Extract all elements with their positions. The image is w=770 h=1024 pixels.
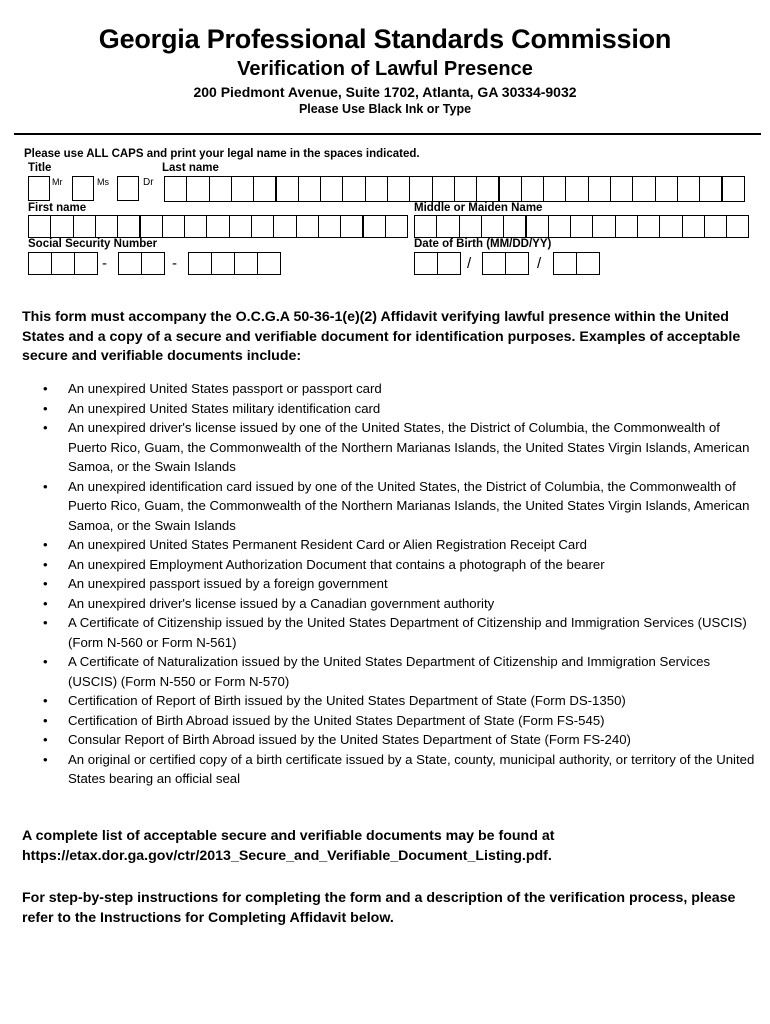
ssn-digit-box[interactable] [211, 252, 235, 275]
ssn-digit-box[interactable] [51, 252, 75, 275]
middle-name-char-box[interactable] [726, 215, 749, 238]
list-item: • An unexpired identification card issued by one of the United States, the District of Columbia, the Commonwealth of Puerto Rico, Guam, the Commonwealth of the Northern Marianas Islands, the United States Virgin Islands, American Samoa, or the Swain Islands [43, 478, 750, 533]
document-listing-note: A complete list of acceptable secure and verifiable documents may be found at https://etax.dor.ga.gov/ctr/2013_Secure_and_Verifiable_Document_Listing.pdf. [22, 828, 555, 864]
ssn-label: Social Security Number [28, 238, 158, 250]
last-name-char-box[interactable] [655, 176, 678, 202]
ssn-digit-box[interactable] [234, 252, 258, 275]
first-name-char-box[interactable] [184, 215, 207, 238]
dob-digit-box[interactable] [482, 252, 506, 275]
last-name-char-box[interactable] [432, 176, 455, 202]
last-name-char-box[interactable] [565, 176, 588, 202]
first-name-char-box[interactable] [95, 215, 118, 238]
dob-label: Date of Birth (MM/DD/YY) [414, 238, 552, 250]
last-name-char-box[interactable] [209, 176, 232, 202]
list-item: • An unexpired driver's license issued by one of the United States, the District of Columbia, the Commonwealth of Puerto Rico, Guam, the Commonwealth of the Northern Marianas Islands, the United States Virgin Islands, American Samoa, or the Swain Islands [43, 420, 750, 474]
dob-digit-box[interactable] [505, 252, 529, 275]
middle-name-char-box[interactable] [526, 215, 549, 238]
last-name-char-box[interactable] [521, 176, 544, 202]
list-item: • Certification of Birth Abroad issued by the United States Department of State (Form FS-545) [43, 712, 605, 728]
header-divider [14, 133, 761, 135]
last-name-char-box[interactable] [387, 176, 410, 202]
instructions-note: For step-by-step instructions for completing the form and a description of the verification process, please refer to the Instructions for Completing Affidavit below. [22, 890, 736, 926]
last-name-char-box[interactable] [699, 176, 722, 202]
ssn-digit-box[interactable] [74, 252, 98, 275]
list-item: • A Certificate of Citizenship issued by the United States Department of Citizenship and Immigration Services (USCIS) (Form N-560 or Form N-561) [43, 615, 747, 650]
last-name-char-box[interactable] [454, 176, 477, 202]
middle-name-char-box[interactable] [503, 215, 526, 238]
last-name-char-box[interactable] [276, 176, 299, 202]
last-name-char-box[interactable] [409, 176, 432, 202]
last-name-char-box[interactable] [588, 176, 611, 202]
middle-name-char-box[interactable] [682, 215, 705, 238]
middle-name-char-box[interactable] [414, 215, 437, 238]
list-item: • Consular Report of Birth Abroad issued by the United States Department of State (Form FS-240) [43, 732, 631, 747]
first-name-char-box[interactable] [273, 215, 296, 238]
dob-digit-box[interactable] [576, 252, 600, 275]
ssn-separator-2: - [172, 255, 177, 272]
title-ms-label: Ms [97, 177, 109, 187]
last-name-char-box[interactable] [677, 176, 700, 202]
title-label: Title [28, 162, 52, 174]
list-item: • Certification of Report of Birth issued by the United States Department of State (Form DS-1350) [43, 693, 626, 708]
middle-name-char-box[interactable] [570, 215, 593, 238]
title-dr-checkbox[interactable] [117, 176, 139, 201]
middle-name-char-box[interactable] [436, 215, 459, 238]
middle-name-char-box[interactable] [637, 215, 660, 238]
middle-name-char-box[interactable] [615, 215, 638, 238]
last-name-char-box[interactable] [320, 176, 343, 202]
list-item: • An unexpired driver's license issued by a Canadian government authority [43, 595, 495, 611]
ssn-digit-box[interactable] [141, 252, 165, 275]
first-name-char-box[interactable] [117, 215, 140, 238]
ssn-separator-1: - [102, 255, 107, 272]
ssn-digit-box[interactable] [118, 252, 142, 275]
title-mr-label: Mr [52, 177, 63, 187]
last-name-char-box[interactable] [253, 176, 276, 202]
page-title: Georgia Professional Standards Commission [98, 24, 672, 54]
middle-name-label: Middle or Maiden Name [414, 202, 543, 214]
form-subtitle: Verification of Lawful Presence [237, 58, 533, 80]
list-item: • An unexpired passport issued by a foreign government [43, 576, 388, 591]
first-name-char-box[interactable] [73, 215, 96, 238]
middle-name-char-box[interactable] [481, 215, 504, 238]
first-name-char-box[interactable] [318, 215, 341, 238]
first-name-char-box[interactable] [296, 215, 319, 238]
list-item: • An unexpired Employment Authorization Document that contains a photograph of the bearer [43, 556, 605, 572]
last-name-char-box[interactable] [499, 176, 522, 202]
intro-paragraph: This form must accompany the O.C.G.A 50-36-1(e)(2) Affidavit verifying lawful presence within the United States and a copy of a secure and verifiable document for identification purposes. Examples of acceptable secure and verifiable documents include: [22, 309, 741, 364]
last-name-char-box[interactable] [298, 176, 321, 202]
dob-separator-2: / [537, 255, 542, 272]
list-item: • An unexpired United States Permanent Resident Card or Alien Registration Receipt Card [43, 537, 587, 552]
middle-name-char-box[interactable] [659, 215, 682, 238]
dob-digit-box[interactable] [414, 252, 438, 275]
first-name-char-box[interactable] [50, 215, 73, 238]
last-name-char-box[interactable] [231, 176, 254, 202]
dob-digit-box[interactable] [553, 252, 577, 275]
caps-instruction: Please use ALL CAPS and print your legal name in the spaces indicated. [24, 148, 420, 160]
last-name-char-box[interactable] [164, 176, 187, 202]
title-ms-checkbox[interactable] [72, 176, 94, 201]
last-name-char-box[interactable] [342, 176, 365, 202]
first-name-char-box[interactable] [340, 215, 363, 238]
document-list [22, 379, 762, 789]
middle-name-char-box[interactable] [548, 215, 571, 238]
last-name-char-box[interactable] [476, 176, 499, 202]
middle-name-char-box[interactable] [704, 215, 727, 238]
first-name-char-box[interactable] [162, 215, 185, 238]
first-name-char-box[interactable] [229, 215, 252, 238]
middle-name-char-box[interactable] [592, 215, 615, 238]
list-item: • An unexpired United States passport or passport card [43, 381, 382, 396]
title-mr-checkbox[interactable] [28, 176, 50, 201]
first-name-char-box[interactable] [363, 215, 386, 238]
last-name-char-box[interactable] [610, 176, 633, 202]
ssn-digit-box[interactable] [188, 252, 212, 275]
ssn-digit-box[interactable] [257, 252, 281, 275]
first-name-char-box[interactable] [385, 215, 408, 238]
last-name-char-box[interactable] [722, 176, 745, 202]
last-name-char-box[interactable] [365, 176, 388, 202]
last-name-label: Last name [162, 162, 219, 174]
dob-digit-box[interactable] [437, 252, 461, 275]
ssn-digit-box[interactable] [28, 252, 52, 275]
first-name-label: First name [28, 202, 87, 214]
middle-name-char-box[interactable] [459, 215, 482, 238]
address: 200 Piedmont Avenue, Suite 1702, Atlanta, GA 30334-9032 [193, 84, 577, 100]
ink-note: Please Use Black Ink or Type [298, 102, 472, 116]
last-name-char-box[interactable] [543, 176, 566, 202]
list-item: • An unexpired United States military identification card [43, 400, 381, 416]
dob-separator-1: / [467, 255, 472, 272]
last-name-char-box[interactable] [632, 176, 655, 202]
list-item: • An original or certified copy of a birth certificate issued by a State, county, municipal authority, or territory of the United States bearing an official seal [43, 751, 755, 786]
last-name-char-box[interactable] [186, 176, 209, 202]
first-name-char-box[interactable] [28, 215, 51, 238]
first-name-char-box[interactable] [206, 215, 229, 238]
title-dr-label: Dr [143, 177, 154, 188]
first-name-char-box[interactable] [140, 215, 163, 238]
first-name-char-box[interactable] [251, 215, 274, 238]
list-item: • A Certificate of Naturalization issued by the United States Department of Citizenship and Immigration Services (USCIS) (Form N-550 or Form N-570) [43, 654, 711, 689]
